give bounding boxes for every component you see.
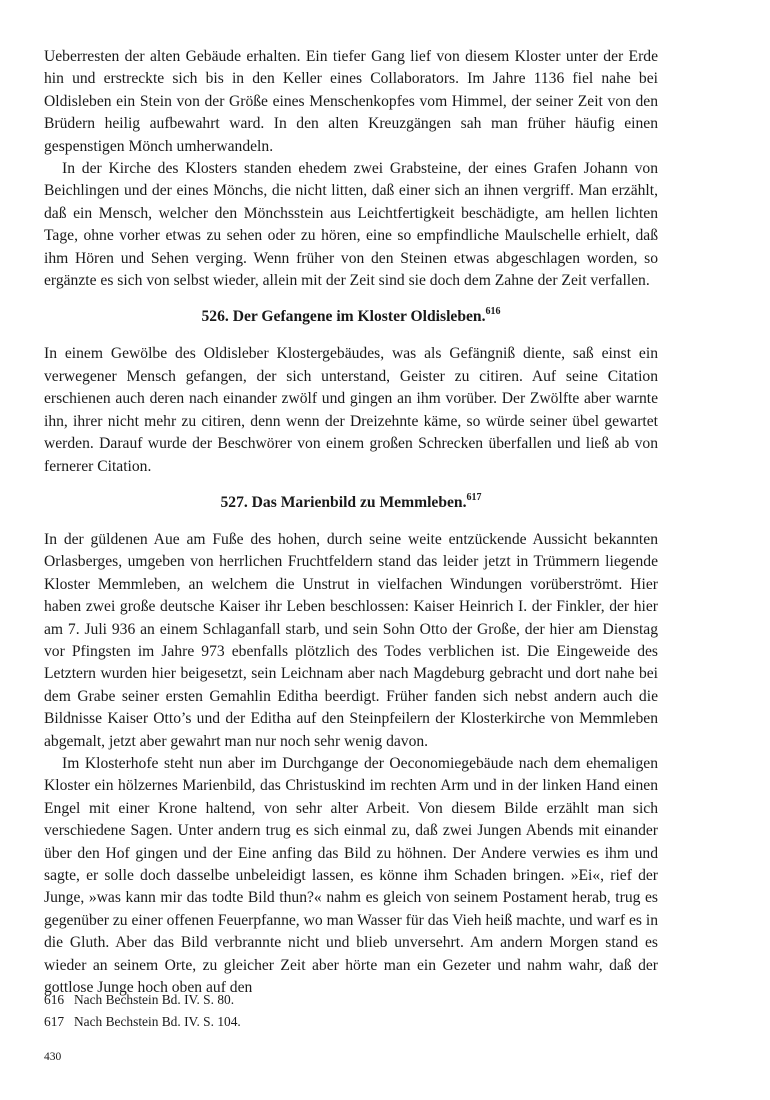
paragraph-3: In einem Gewölbe des Oldisleber Klostergebäudes, was als Gefängniß diente, saß einst ein verwegener Mensch gefangen, der sich unterstand, Geister zu citiren. Auf seine Citation erschienen auch deren nach einander zwölf und gingen an ihm vorüber. Der Zwölfte aber warnte ihn, ihrer nicht mehr zu citiren, denn wenn der Dreizehnte käme, so würde seiner übel gewartet werden. Darauf wurde der Beschwörer von einem großen Schrecken überfallen und ließ ab von fernerer Citation. xyxy=(44,345,658,475)
footnote-616 xyxy=(44,989,658,1011)
footnote-text: Nach Bechstein Bd. IV. S. 80. xyxy=(74,992,235,1007)
paragraph-4: In der güldenen Aue am Fuße des hohen, durch seine weite entzückende Aussicht bekannten Orlasberges, umgeben von herrlichen Fruchtfeldern stand das leider jetzt in Trümmern liegende Kloster Memmleben, an welchem die Unstrut in vielfachen Windungen vorüberströmt. Hier haben zwei große deutsche Kaiser ihr Leben beschlossen: Kaiser Heinrich I. der Finkler, der hier am 7. Juli 936 an einem Schlaganfall starb, und sein Sohn Otto der Große, der hier am Dienstag vor Pfingsten im Jahre 973 ebenfalls plötzlich des Todes verblichen ist. Die Eingeweide des Letztern wurden hier beigesetzt, sein Leichnam aber nach Magdeburg gebracht und dort nahe bei dem Grabe seiner ersten Gemahlin Editha beerdigt. Früher fanden sich nebst andern auch die Bildnisse Kaiser Otto’s und der Editha auf den Steinpfeilern der Klosterkirche von Memmleben abgemalt, jetzt aber gewahrt man nur noch sehr wenig davon. xyxy=(44,530,658,750)
paragraph-1: Ueberresten der alten Gebäude erhalten. Ein tiefer Gang lief von diesem Kloster unter der Erde hin und erstreckte sich bis in den Keller eines Collaborators. Im Jahre 1136 fiel nahe bei Oldisleben ein Stein von der Größe eines Menschenkopfes vom Himmel, der seiner Zeit von den Brüdern heilig aufbewahrt ward. In den alten Kreuzgängen sah man früher häufig einen gespenstigen Mönch umherwandeln. xyxy=(44,48,658,155)
footnote-text: Nach Bechstein Bd. IV. S. 104. xyxy=(74,1014,241,1029)
footnote-number: 617 xyxy=(44,1014,65,1029)
heading-527-title: 527. Das Marienbild zu Memmleben. xyxy=(220,493,467,511)
footnote-number: 616 xyxy=(44,992,65,1007)
footnote-ref-616[interactable]: 616 xyxy=(485,306,501,318)
footnote-617 xyxy=(44,1011,658,1033)
paragraph-5: Im Klosterhofe steht nun aber im Durchgange der Oeconomiegebäude nach dem ehemaligen Kloster ein hölzernes Marienbild, das Christuskind im rechten Arm und in der linken Hand einen Engel mit einer Krone haltend, von sehr alter Arbeit. Von diesem Bilde erzählt man sich verschiedene Sagen. Unter andern trug es sich einmal zu, daß zwei Jungen Abends mit einander über den Hof gingen und der Eine anfing das Bild zu höhnen. Der Andere verwies es ihm und sagte, er solle doch dasselbe unbeleidigt lassen, es könne ihm Schaden bringen. »Ei«, rief der Junge, »was kann mir das todte Bild thun?« nahm es gleich von seinem Postament herab, trug es gegenüber zu einer offenen Feuerpfanne, wo man Wasser für das Vieh heiß machte, und warf es in die Gluth. Aber das Bild verbrannte nicht und blieb unversehrt. Am andern Morgen stand es wieder an seinem Orte, zu gleicher Zeit aber hörte man ein Gezeter und nahm wahr, daß der gottlose Junge hoch oben auf den xyxy=(44,754,658,997)
footnote-ref-617[interactable]: 617 xyxy=(466,491,482,503)
footnotes xyxy=(44,989,658,1033)
paragraph-2: In der Kirche des Klosters standen ehedem zwei Grabsteine, der eines Grafen Johann von Beichlingen und der eines Mönchs, die nicht litten, daß einer sich an ihnen vergriff. Man erzählt, daß ein Mensch, welcher den Mönchsstein aus Leichtfertigkeit beschädigte, am hellen lichten Tage, ohne vorher etwas zu sehen oder zu hören, eine so empfindliche Maulschelle erhielt, daß ihm Hören und Sehen verging. Wenn früher von den Steinen etwas abgeschlagen worden, so ergänzte es sich von selbst wieder, allein mit der Zeit sind sie doch dem Zahne der Zeit verfallen. xyxy=(44,160,658,290)
page-body xyxy=(44,46,658,999)
heading-526-title: 526. Der Gefangene im Kloster Oldisleben. xyxy=(201,308,486,326)
heading-527 xyxy=(44,492,658,514)
page-number: 430 xyxy=(44,1051,62,1063)
heading-526 xyxy=(44,306,658,328)
